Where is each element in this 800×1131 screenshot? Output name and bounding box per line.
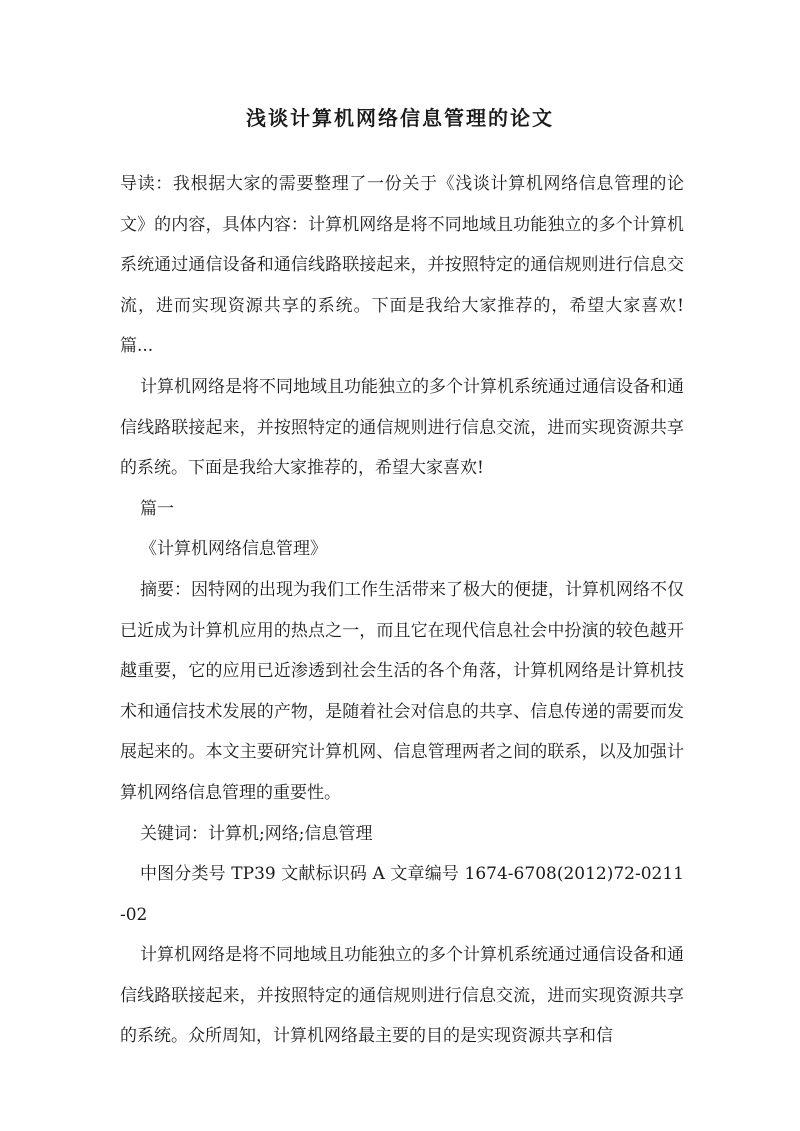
paragraph-classification: 中图分类号 TP39 文献标识码 A 文章编号 1674-6708(2012)72-0211-02 [120, 864, 684, 925]
paragraph-abstract: 摘要：因特网的出现为我们工作生活带来了极大的便捷，计算机网络不仅已近成为计算机应用的热点之一，而且它在现代信息社会中扮演的较色越开越重要，它的应用已近渗透到社会生活的各个角落，计算机网络是计算机技术和通信技术发展的产物，是随着社会对信息的共享、信息传递的需要而发展起来的。本文主要研究计算机网、信息管理两者之间的联系，以及加强计算机网络信息管理的重要性。 [120, 579, 684, 803]
paragraph-lead: 计算机网络是将不同地域且功能独立的多个计算机系统通过通信设备和通信线路联接起来，并按照特定的通信规则进行信息交流，进而实现资源共享的系统。下面是我给大家推荐的，希望大家喜欢! [120, 376, 684, 479]
paragraph-intro: 导读：我根据大家的需要整理了一份关于《浅谈计算机网络信息管理的论文》的内容，具体内容：计算机网络是将不同地域且功能独立的多个计算机系统通过通信设备和通信线路联接起来，并按照特定的通信规则进行信息交流，进而实现资源共享的系统。下面是我给大家推荐的，希望大家喜欢!篇... [120, 174, 684, 357]
section-heading: 篇一 [140, 498, 174, 519]
document-body [120, 164, 684, 1057]
article-title: 《计算机网络信息管理》 [140, 539, 327, 560]
document-title: 浅谈计算机网络信息管理的论文 [246, 106, 554, 130]
paragraph-keywords: 关键词：计算机;网络;信息管理 [140, 823, 373, 844]
paragraph-body: 计算机网络是将不同地域且功能独立的多个计算机系统通过通信设备和通信线路联接起来，并按照特定的通信规则进行信息交流，进而实现资源共享的系统。众所周知，计算机网络最主要的目的是实现资源共享和信 [120, 945, 684, 1047]
